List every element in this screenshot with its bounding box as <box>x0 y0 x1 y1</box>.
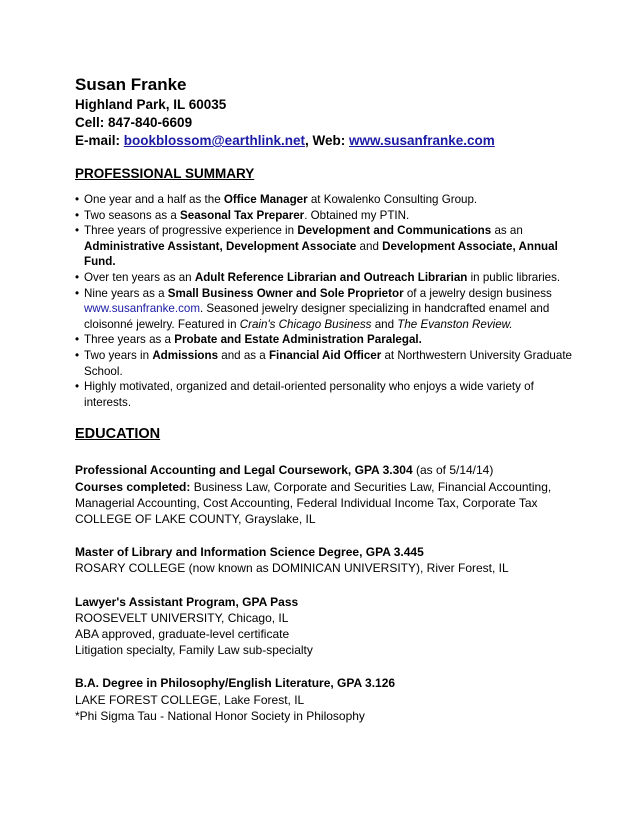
list-item <box>75 348 575 379</box>
website-link[interactable]: www.susanfranke.com <box>348 133 495 148</box>
item-role: Administrative Assistant, Development Associate <box>84 239 357 253</box>
email-label: E-mail: <box>75 133 124 148</box>
list-item <box>75 379 575 410</box>
candidate-name: Susan Franke <box>75 75 187 94</box>
education-entry <box>75 594 575 659</box>
list-item <box>75 270 575 286</box>
item-text: of a jewelry design business <box>403 286 552 300</box>
item-text: Three years as a <box>84 333 175 347</box>
courses-list: Business Law, Corporate and Securities Law, Financial Accounting, Managerial Accounting, Cost Accounting, Federal Individual Income Tax, Corporate Tax <box>75 479 552 510</box>
item-text: and as a <box>218 348 269 362</box>
entry-title-suffix: (as of 5/14/14) <box>412 463 494 478</box>
contact-line <box>75 132 575 150</box>
education-entry <box>75 544 575 576</box>
business-website-link[interactable]: www.susanfranke.com <box>84 302 200 316</box>
item-text: . Seasoned jewelry designer specializing in handcrafted enamel and cloisonné jewelry. Featured in <box>84 302 550 331</box>
item-text: as an <box>491 224 523 238</box>
item-text: and <box>356 239 383 253</box>
entry-title: Lawyer's Assistant Program, GPA Pass <box>75 594 299 609</box>
entry-title: Professional Accounting and Legal Coursework, GPA 3.304 <box>75 463 413 478</box>
list-item <box>75 223 575 270</box>
item-text: Over ten years as an <box>84 270 195 284</box>
item-text: Nine years as a <box>84 286 168 300</box>
bullet-icon: • <box>75 193 80 206</box>
item-role: Probate and Estate Administration Paralegal. <box>174 333 422 347</box>
publication-name: The Evanston Review. <box>397 317 513 331</box>
list-item <box>75 192 575 208</box>
item-text: in public libraries. <box>467 270 561 284</box>
location: Highland Park, IL 60035 <box>75 97 227 112</box>
email-link[interactable]: bookblossom@earthlink.net <box>123 133 305 148</box>
bullet-icon: • <box>75 286 80 300</box>
item-role: Development Associate, Annual Fund. <box>84 239 558 269</box>
courses-line <box>75 479 575 511</box>
summary-heading: PROFESSIONAL SUMMARY <box>75 166 255 181</box>
item-role: Admissions <box>152 348 219 362</box>
institution: ROOSEVELT UNIVERSITY, Chicago, IL <box>75 610 289 625</box>
summary-list <box>75 192 575 410</box>
bullet-icon: • <box>75 270 80 284</box>
list-item <box>75 332 575 348</box>
list-item <box>75 208 575 224</box>
education-entry <box>75 462 575 527</box>
item-text: at Northwestern University Graduate School. <box>84 348 572 378</box>
education-entry <box>75 675 575 724</box>
item-text: One year and a half as the <box>84 193 224 206</box>
education-heading: EDUCATION <box>75 426 161 443</box>
entry-title: B.A. Degree in Philosophy/English Literature, GPA 3.126 <box>75 676 396 691</box>
list-item <box>75 286 575 333</box>
item-text: at Kowalenko Consulting Group. <box>307 193 478 206</box>
resume-page <box>75 74 575 724</box>
entry-detail: Litigation specialty, Family Law sub-specialty <box>75 643 313 658</box>
entry-detail: ABA approved, graduate-level certificate <box>75 626 290 641</box>
item-role: Adult Reference Librarian and Outreach Librarian <box>194 270 468 284</box>
item-text: Three years of progressive experience in <box>84 224 298 238</box>
item-role: Development and Communications <box>297 224 492 238</box>
institution: ROSARY COLLEGE (now known as DOMINICAN UNIVERSITY), River Forest, IL <box>75 561 509 576</box>
publication-name: Crain's Chicago Business <box>239 317 372 331</box>
item-text: and <box>371 317 398 331</box>
item-role: Seasonal Tax Preparer <box>180 208 305 222</box>
item-text: Two seasons as a <box>84 208 181 222</box>
web-label: , Web: <box>304 133 349 148</box>
item-role: Small Business Owner and Sole Proprietor <box>167 286 404 300</box>
bullet-icon: • <box>75 348 80 362</box>
bullet-icon: • <box>75 208 80 222</box>
item-text: . Obtained my PTIN. <box>304 208 410 222</box>
institution: LAKE FOREST COLLEGE, Lake Forest, IL <box>75 692 305 707</box>
bullet-icon: • <box>75 333 80 347</box>
item-text: Highly motivated, organized and detail-oriented personality who enjoys a wide variety of interests. <box>84 380 534 409</box>
item-role: Office Manager <box>223 193 308 206</box>
bullet-icon: • <box>75 224 80 238</box>
cell-phone: Cell: 847-840-6609 <box>75 115 193 130</box>
item-text: Two years in <box>84 348 153 362</box>
entry-detail: *Phi Sigma Tau - National Honor Society in Philosophy <box>75 708 365 723</box>
courses-label: Courses completed: <box>75 479 191 494</box>
entry-title-line <box>75 462 575 478</box>
institution: COLLEGE OF LAKE COUNTY, Grayslake, IL <box>75 511 316 526</box>
bullet-icon: • <box>75 380 80 394</box>
entry-title: Master of Library and Information Science Degree, GPA 3.445 <box>75 545 424 560</box>
item-role: Financial Aid Officer <box>268 348 382 362</box>
